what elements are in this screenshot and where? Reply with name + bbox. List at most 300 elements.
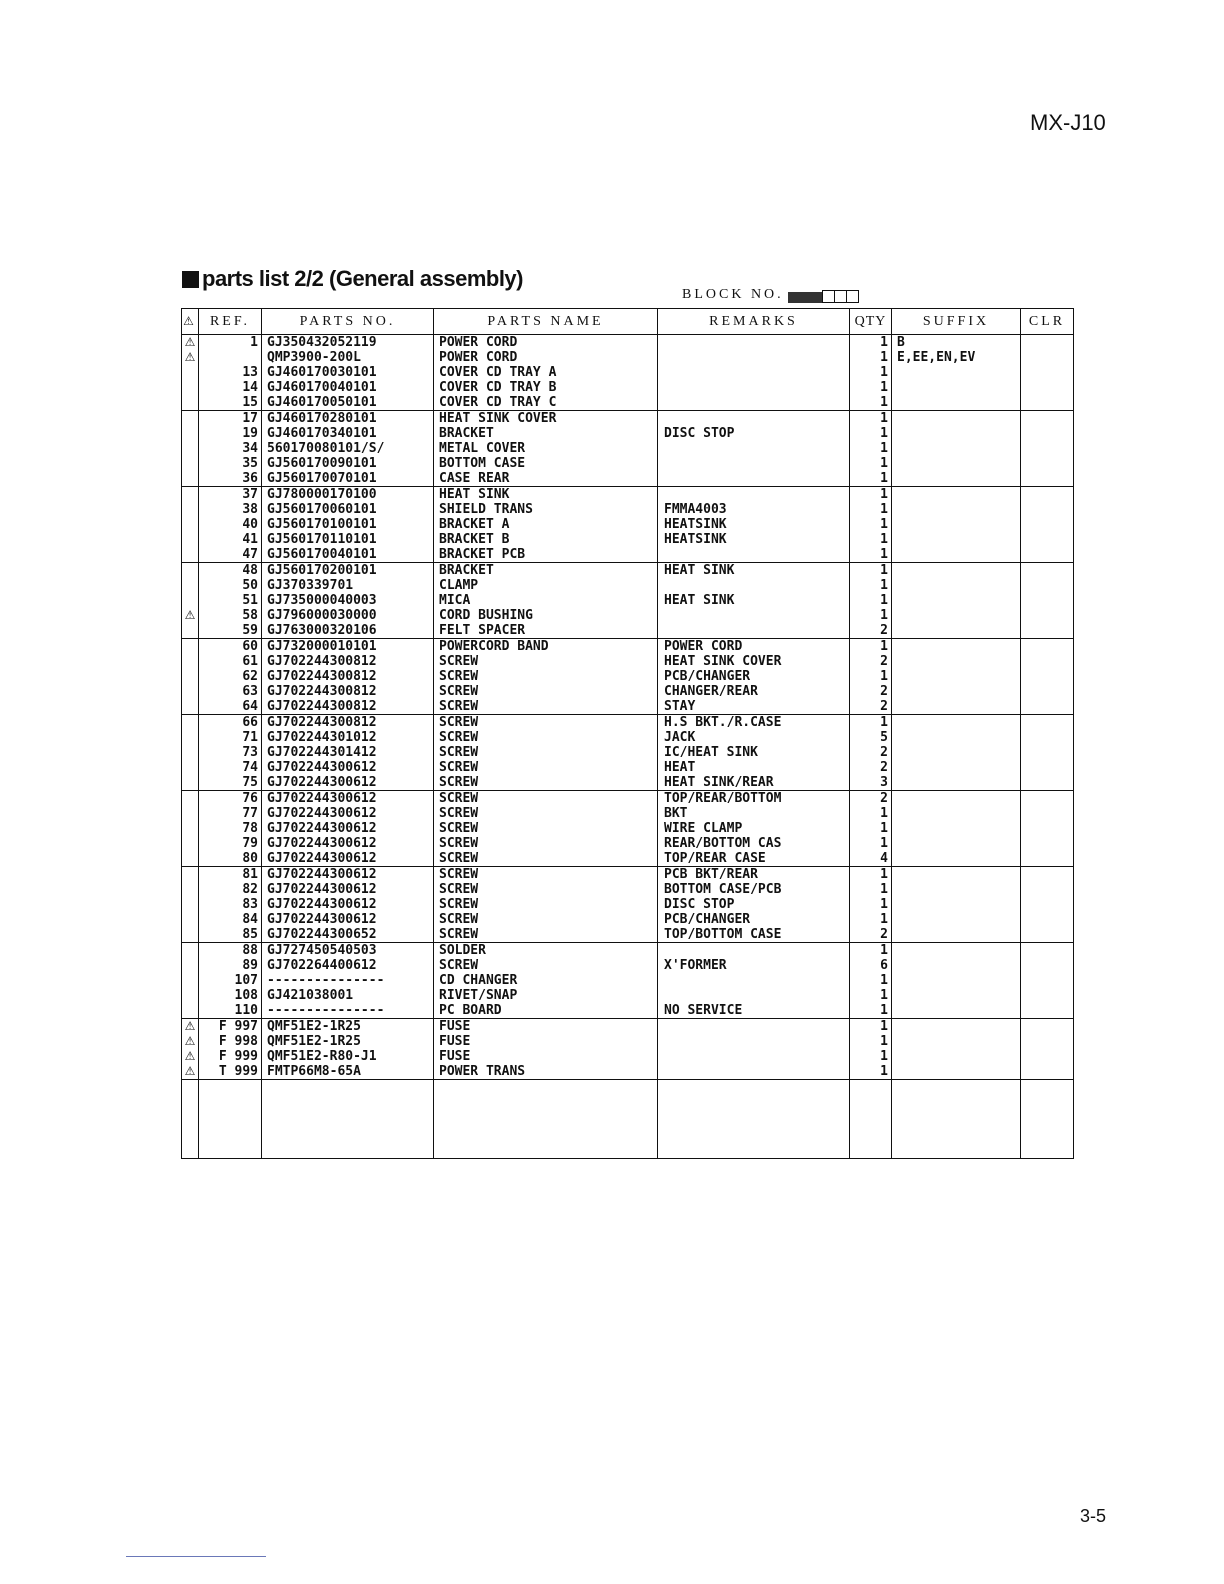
qty-cell: 1 xyxy=(850,350,892,365)
suffix-cell xyxy=(892,502,1021,517)
remarks-cell: HEAT SINK COVER xyxy=(658,654,850,669)
suffix-cell xyxy=(892,897,1021,912)
clr-cell xyxy=(1021,639,1074,655)
suffix-cell xyxy=(892,882,1021,897)
clr-cell xyxy=(1021,958,1074,973)
parts-no-cell: GJ702244300612 xyxy=(262,851,434,867)
model-number: MX-J10 xyxy=(1030,110,1106,135)
ref-cell: 84 xyxy=(199,912,262,927)
parts-no-cell: GJ350432052119 xyxy=(262,335,434,351)
parts-name-cell: HEAT SINK xyxy=(434,487,658,503)
warning-cell xyxy=(182,654,199,669)
parts-no-cell: GJ460170030101 xyxy=(262,365,434,380)
parts-no-cell: GJ727450540503 xyxy=(262,943,434,959)
parts-name-cell: CLAMP xyxy=(434,578,658,593)
qty-cell: 2 xyxy=(850,760,892,775)
warning-triangle-icon: ⚠ xyxy=(184,1019,196,1033)
table-row xyxy=(182,973,1074,988)
table-row xyxy=(182,487,1074,503)
ref-cell xyxy=(199,350,262,365)
parts-no-cell: QMF51E2-1R25 xyxy=(262,1019,434,1035)
parts-name-cell: SCREW xyxy=(434,654,658,669)
suffix-cell xyxy=(892,365,1021,380)
table-row xyxy=(182,563,1074,579)
remarks-cell: PCB/CHANGER xyxy=(658,912,850,927)
remarks-cell: NO SERVICE xyxy=(658,1003,850,1019)
suffix-cell xyxy=(892,578,1021,593)
ref-cell: 58 xyxy=(199,608,262,623)
warning-cell xyxy=(182,411,199,427)
warning-cell xyxy=(182,487,199,503)
qty-cell: 1 xyxy=(850,487,892,503)
warning-triangle-icon: ⚠ xyxy=(184,1034,196,1048)
qty-cell: 1 xyxy=(850,988,892,1003)
suffix-cell xyxy=(892,380,1021,395)
warning-cell xyxy=(182,699,199,715)
ref-cell: 40 xyxy=(199,517,262,532)
remarks-cell xyxy=(658,365,850,380)
empty-cell xyxy=(1021,1080,1074,1159)
ref-cell: 15 xyxy=(199,395,262,411)
parts-no-cell: GJ702244300612 xyxy=(262,775,434,791)
clr-cell xyxy=(1021,395,1074,411)
warning-cell xyxy=(182,836,199,851)
clr-cell xyxy=(1021,487,1074,503)
table-row xyxy=(182,578,1074,593)
ref-cell: 62 xyxy=(199,669,262,684)
suffix-cell xyxy=(892,563,1021,579)
remarks-cell: BKT xyxy=(658,806,850,821)
remarks-cell: H.S BKT./R.CASE xyxy=(658,715,850,731)
clr-cell xyxy=(1021,821,1074,836)
parts-no-cell: QMF51E2-1R25 xyxy=(262,1034,434,1049)
remarks-cell: CHANGER/REAR xyxy=(658,684,850,699)
empty-cell xyxy=(199,1080,262,1159)
remarks-cell: X'FORMER xyxy=(658,958,850,973)
parts-no-cell: QMP3900-200L xyxy=(262,350,434,365)
qty-cell: 1 xyxy=(850,426,892,441)
qty-cell: 1 xyxy=(850,335,892,351)
parts-no-cell: GJ763000320106 xyxy=(262,623,434,639)
parts-name-cell: FELT SPACER xyxy=(434,623,658,639)
suffix-cell xyxy=(892,623,1021,639)
parts-name-cell: SCREW xyxy=(434,912,658,927)
table-row xyxy=(182,927,1074,943)
column-header-qty: QTY xyxy=(850,309,892,335)
qty-cell: 1 xyxy=(850,578,892,593)
warning-cell xyxy=(182,350,199,365)
qty-cell: 1 xyxy=(850,943,892,959)
suffix-cell xyxy=(892,973,1021,988)
parts-no-cell: GJ796000030000 xyxy=(262,608,434,623)
ref-cell: 13 xyxy=(199,365,262,380)
ref-cell: 78 xyxy=(199,821,262,836)
parts-name-cell: SHIELD TRANS xyxy=(434,502,658,517)
parts-no-cell: GJ702244300812 xyxy=(262,669,434,684)
clr-cell xyxy=(1021,411,1074,427)
ref-cell: 88 xyxy=(199,943,262,959)
qty-cell: 1 xyxy=(850,563,892,579)
parts-name-cell: SCREW xyxy=(434,699,658,715)
parts-no-cell: GJ732000010101 xyxy=(262,639,434,655)
parts-name-cell: SCREW xyxy=(434,821,658,836)
remarks-cell xyxy=(658,623,850,639)
parts-no-cell: GJ460170050101 xyxy=(262,395,434,411)
table-row xyxy=(182,441,1074,456)
table-row xyxy=(182,1019,1074,1035)
remarks-cell xyxy=(658,471,850,487)
warning-cell xyxy=(182,471,199,487)
remarks-cell: JACK xyxy=(658,730,850,745)
parts-no-cell: GJ560170100101 xyxy=(262,517,434,532)
remarks-cell xyxy=(658,487,850,503)
warning-cell xyxy=(182,593,199,608)
remarks-cell: HEAT SINK/REAR xyxy=(658,775,850,791)
qty-cell: 3 xyxy=(850,775,892,791)
qty-cell: 1 xyxy=(850,471,892,487)
suffix-cell xyxy=(892,487,1021,503)
warning-triangle-icon: ⚠ xyxy=(184,350,196,364)
warning-cell xyxy=(182,745,199,760)
suffix-cell xyxy=(892,806,1021,821)
warning-cell xyxy=(182,730,199,745)
remarks-cell: TOP/REAR CASE xyxy=(658,851,850,867)
parts-no-cell: GJ560170110101 xyxy=(262,532,434,547)
ref-cell: 36 xyxy=(199,471,262,487)
table-row xyxy=(182,943,1074,959)
clr-cell xyxy=(1021,669,1074,684)
parts-no-cell: GJ370339701 xyxy=(262,578,434,593)
warning-cell xyxy=(182,760,199,775)
bullet-square-icon xyxy=(182,271,199,288)
parts-no-cell: GJ560170090101 xyxy=(262,456,434,471)
clr-cell xyxy=(1021,335,1074,351)
table-row xyxy=(182,684,1074,699)
parts-no-cell: QMF51E2-R80-J1 xyxy=(262,1049,434,1064)
suffix-cell xyxy=(892,760,1021,775)
ref-cell: 85 xyxy=(199,927,262,943)
suffix-cell xyxy=(892,639,1021,655)
divider xyxy=(126,1556,266,1557)
parts-name-cell: SCREW xyxy=(434,730,658,745)
warning-cell xyxy=(182,851,199,867)
parts-name-cell: SCREW xyxy=(434,775,658,791)
remarks-cell xyxy=(658,411,850,427)
suffix-cell xyxy=(892,654,1021,669)
table-row xyxy=(182,699,1074,715)
table-row xyxy=(182,426,1074,441)
table-row xyxy=(182,730,1074,745)
ref-cell: F 998 xyxy=(199,1034,262,1049)
table-row xyxy=(182,851,1074,867)
clr-cell xyxy=(1021,593,1074,608)
table-row xyxy=(182,760,1074,775)
table-row xyxy=(182,532,1074,547)
suffix-cell xyxy=(892,730,1021,745)
remarks-cell xyxy=(658,441,850,456)
parts-name-cell: SCREW xyxy=(434,897,658,912)
qty-cell: 1 xyxy=(850,973,892,988)
ref-cell: F 997 xyxy=(199,1019,262,1035)
ref-cell: 19 xyxy=(199,426,262,441)
ref-cell: F 999 xyxy=(199,1049,262,1064)
clr-cell xyxy=(1021,775,1074,791)
parts-name-cell: COVER CD TRAY C xyxy=(434,395,658,411)
parts-name-cell: PC BOARD xyxy=(434,1003,658,1019)
suffix-cell xyxy=(892,988,1021,1003)
qty-cell: 1 xyxy=(850,593,892,608)
block-box xyxy=(822,290,835,303)
suffix-cell xyxy=(892,532,1021,547)
remarks-cell: DISC STOP xyxy=(658,426,850,441)
parts-no-cell: GJ702244301012 xyxy=(262,730,434,745)
remarks-cell xyxy=(658,380,850,395)
remarks-cell xyxy=(658,1049,850,1064)
clr-cell xyxy=(1021,927,1074,943)
table-row xyxy=(182,350,1074,365)
ref-cell: 66 xyxy=(199,715,262,731)
suffix-cell xyxy=(892,1049,1021,1064)
warning-cell xyxy=(182,775,199,791)
clr-cell xyxy=(1021,578,1074,593)
ref-cell: 75 xyxy=(199,775,262,791)
table-row xyxy=(182,593,1074,608)
clr-cell xyxy=(1021,973,1074,988)
table-row xyxy=(182,912,1074,927)
ref-cell: 41 xyxy=(199,532,262,547)
parts-no-cell: GJ460170040101 xyxy=(262,380,434,395)
ref-cell: 63 xyxy=(199,684,262,699)
suffix-cell xyxy=(892,669,1021,684)
ref-cell: 64 xyxy=(199,699,262,715)
parts-name-cell: SCREW xyxy=(434,867,658,883)
clr-cell xyxy=(1021,760,1074,775)
qty-cell: 1 xyxy=(850,441,892,456)
section-heading xyxy=(182,266,523,292)
empty-cell xyxy=(262,1080,434,1159)
warning-cell xyxy=(182,441,199,456)
table-row xyxy=(182,867,1074,883)
clr-cell xyxy=(1021,897,1074,912)
suffix-cell xyxy=(892,851,1021,867)
clr-cell xyxy=(1021,730,1074,745)
warning-cell xyxy=(182,821,199,836)
empty-cell xyxy=(850,1080,892,1159)
qty-cell: 1 xyxy=(850,897,892,912)
table-header-row xyxy=(182,309,1074,335)
remarks-cell: TOP/BOTTOM CASE xyxy=(658,927,850,943)
parts-name-cell: SCREW xyxy=(434,715,658,731)
parts-no-cell: GJ780000170100 xyxy=(262,487,434,503)
qty-cell: 2 xyxy=(850,684,892,699)
parts-name-cell: SCREW xyxy=(434,806,658,821)
table-row xyxy=(182,715,1074,731)
parts-no-cell: GJ702244300812 xyxy=(262,715,434,731)
clr-cell xyxy=(1021,502,1074,517)
parts-no-cell: GJ702244301412 xyxy=(262,745,434,760)
warning-cell xyxy=(182,623,199,639)
table-row xyxy=(182,958,1074,973)
parts-no-cell: GJ702244300812 xyxy=(262,654,434,669)
ref-cell: 48 xyxy=(199,563,262,579)
remarks-cell: WIRE CLAMP xyxy=(658,821,850,836)
parts-no-cell: --------------- xyxy=(262,1003,434,1019)
parts-name-cell: COVER CD TRAY B xyxy=(434,380,658,395)
ref-cell: 51 xyxy=(199,593,262,608)
ref-cell: 35 xyxy=(199,456,262,471)
clr-cell xyxy=(1021,988,1074,1003)
table-row xyxy=(182,1049,1074,1064)
warning-cell xyxy=(182,684,199,699)
column-header-remarks: REMARKS xyxy=(658,309,850,335)
clr-cell xyxy=(1021,882,1074,897)
block-box xyxy=(847,290,859,303)
warning-cell xyxy=(182,532,199,547)
parts-name-cell: SCREW xyxy=(434,791,658,807)
remarks-cell xyxy=(658,350,850,365)
clr-cell xyxy=(1021,1003,1074,1019)
parts-no-cell: GJ735000040003 xyxy=(262,593,434,608)
clr-cell xyxy=(1021,867,1074,883)
warning-cell xyxy=(182,973,199,988)
table-row xyxy=(182,654,1074,669)
ref-cell: 14 xyxy=(199,380,262,395)
parts-name-cell: SOLDER xyxy=(434,943,658,959)
warning-cell xyxy=(182,365,199,380)
warning-cell xyxy=(182,547,199,563)
suffix-cell xyxy=(892,958,1021,973)
empty-cell xyxy=(434,1080,658,1159)
warning-cell xyxy=(182,867,199,883)
table-row xyxy=(182,639,1074,655)
block-box xyxy=(835,290,847,303)
qty-cell: 1 xyxy=(850,502,892,517)
warning-cell xyxy=(182,380,199,395)
table-row xyxy=(182,775,1074,791)
warning-cell xyxy=(182,988,199,1003)
ref-cell: 110 xyxy=(199,1003,262,1019)
remarks-cell: BOTTOM CASE/PCB xyxy=(658,882,850,897)
parts-name-cell: BRACKET PCB xyxy=(434,547,658,563)
column-header-parts-name: PARTS NAME xyxy=(434,309,658,335)
suffix-cell xyxy=(892,471,1021,487)
table-row xyxy=(182,380,1074,395)
table-row xyxy=(182,335,1074,351)
remarks-cell: PCB BKT/REAR xyxy=(658,867,850,883)
suffix-cell xyxy=(892,775,1021,791)
qty-cell: 2 xyxy=(850,654,892,669)
ref-cell: 82 xyxy=(199,882,262,897)
clr-cell xyxy=(1021,943,1074,959)
parts-no-cell: GJ702244300612 xyxy=(262,821,434,836)
warning-cell xyxy=(182,1064,199,1080)
remarks-cell: FMMA4003 xyxy=(658,502,850,517)
table-row xyxy=(182,821,1074,836)
parts-name-cell: CORD BUSHING xyxy=(434,608,658,623)
qty-cell: 1 xyxy=(850,821,892,836)
parts-no-cell: GJ421038001 xyxy=(262,988,434,1003)
warning-column-header xyxy=(182,309,199,335)
ref-cell: 81 xyxy=(199,867,262,883)
warning-cell xyxy=(182,608,199,623)
ref-cell: 71 xyxy=(199,730,262,745)
warning-cell xyxy=(182,335,199,351)
parts-no-cell: GJ702244300612 xyxy=(262,760,434,775)
empty-row xyxy=(182,1080,1074,1159)
warning-cell xyxy=(182,517,199,532)
page-number: 3-5 xyxy=(1080,1506,1107,1526)
parts-name-cell: SCREW xyxy=(434,745,658,760)
ref-cell: 37 xyxy=(199,487,262,503)
qty-cell: 1 xyxy=(850,456,892,471)
warning-cell xyxy=(182,958,199,973)
empty-cell xyxy=(892,1080,1021,1159)
parts-name-cell: CASE REAR xyxy=(434,471,658,487)
table-row xyxy=(182,456,1074,471)
ref-cell: 60 xyxy=(199,639,262,655)
warning-cell xyxy=(182,912,199,927)
parts-no-cell: GJ560170200101 xyxy=(262,563,434,579)
table-row xyxy=(182,806,1074,821)
clr-cell xyxy=(1021,532,1074,547)
warning-triangle-icon: ⚠ xyxy=(184,1064,196,1078)
clr-cell xyxy=(1021,1034,1074,1049)
parts-name-cell: METAL COVER xyxy=(434,441,658,456)
block-label: BLOCK NO. xyxy=(682,287,784,302)
warning-cell xyxy=(182,563,199,579)
table-row xyxy=(182,517,1074,532)
suffix-cell: E,EE,EN,EV xyxy=(892,350,1021,365)
warning-cell xyxy=(182,578,199,593)
suffix-cell xyxy=(892,684,1021,699)
warning-cell xyxy=(182,669,199,684)
qty-cell: 2 xyxy=(850,623,892,639)
qty-cell: 2 xyxy=(850,699,892,715)
qty-cell: 2 xyxy=(850,791,892,807)
ref-cell: 79 xyxy=(199,836,262,851)
parts-no-cell: GJ560170060101 xyxy=(262,502,434,517)
parts-name-cell: BRACKET A xyxy=(434,517,658,532)
remarks-cell xyxy=(658,456,850,471)
clr-cell xyxy=(1021,851,1074,867)
parts-name-cell: SCREW xyxy=(434,836,658,851)
table-body xyxy=(182,335,1074,1159)
qty-cell: 1 xyxy=(850,517,892,532)
warning-cell xyxy=(182,639,199,655)
parts-no-cell: --------------- xyxy=(262,973,434,988)
warning-cell xyxy=(182,1049,199,1064)
qty-cell: 1 xyxy=(850,1019,892,1035)
column-header-clr: CLR xyxy=(1021,309,1074,335)
qty-cell: 1 xyxy=(850,395,892,411)
table-row xyxy=(182,1034,1074,1049)
parts-name-cell: SCREW xyxy=(434,927,658,943)
clr-cell xyxy=(1021,1064,1074,1080)
qty-cell: 1 xyxy=(850,669,892,684)
remarks-cell: STAY xyxy=(658,699,850,715)
remarks-cell: REAR/BOTTOM CAS xyxy=(658,836,850,851)
remarks-cell: HEATSINK xyxy=(658,532,850,547)
column-header-parts-no: PARTS NO. xyxy=(262,309,434,335)
remarks-cell: POWER CORD xyxy=(658,639,850,655)
table-row xyxy=(182,1003,1074,1019)
parts-name-cell: CD CHANGER xyxy=(434,973,658,988)
ref-cell: 74 xyxy=(199,760,262,775)
table-row xyxy=(182,608,1074,623)
table-row xyxy=(182,623,1074,639)
ref-cell: 59 xyxy=(199,623,262,639)
ref-cell: 80 xyxy=(199,851,262,867)
